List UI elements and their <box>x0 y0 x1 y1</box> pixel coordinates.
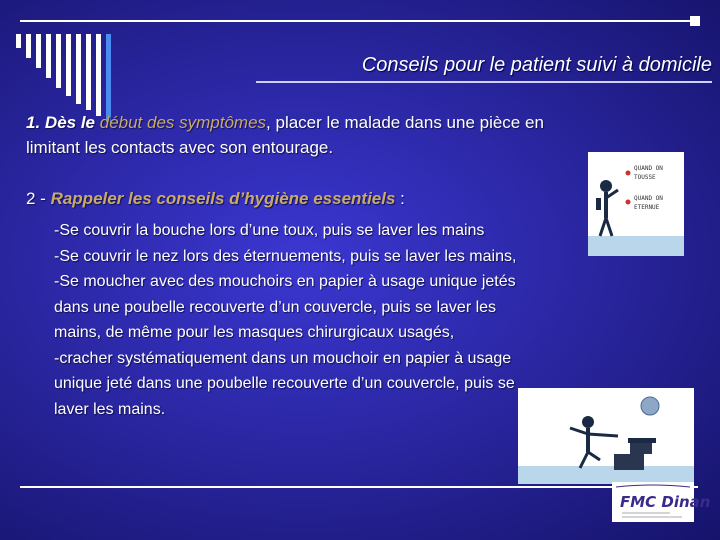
advice-item: -Se couvrir le nez lors des éternuements, puis se laver les mains, <box>54 247 517 265</box>
bin-illustration <box>518 388 694 484</box>
slide-title: Conseils pour le patient suivi à domicile <box>361 54 712 76</box>
sneeze-note: QUAND ON ETERNUE <box>634 195 663 211</box>
point-1 <box>26 110 566 160</box>
advice-item: -Se moucher avec des mouchoirs en papier à usage unique jetés dans une poubelle recouverte d’un couvercle, puis se laver les mains, de même pour les masques chirurgicaux usagés, <box>54 273 516 341</box>
point-1-lead: Dès le <box>44 113 100 132</box>
advice-list <box>46 218 546 422</box>
title-underline <box>256 81 712 83</box>
top-square <box>690 16 700 26</box>
point-2-prefix: 2 - <box>26 189 51 208</box>
cough-note: QUAND ON TOUSSE <box>634 165 663 181</box>
top-rule <box>20 20 700 22</box>
point-2-highlight: Rappeler les conseils d’hygiène essentiels <box>50 189 396 208</box>
point-1-highlight: début des symptômes <box>99 113 267 132</box>
logo-text: FMC Dinan <box>620 493 711 511</box>
fmc-dinan-logo <box>612 482 711 522</box>
advice-item: -cracher systématiquement dans un mouchoir en papier à usage unique jeté dans une poubelle recouverte d’un couvercle, puis se laver les mains. <box>54 349 515 418</box>
point-1-number: 1. <box>26 113 41 132</box>
point-1-text: , placer le malade dans une pièce en limitant les contacts avec son entourage. <box>26 113 544 157</box>
point-2 <box>26 186 405 211</box>
top-decoration <box>20 20 700 24</box>
advice-item: -Se couvrir la bouche lors d’une toux, puis se laver les mains <box>54 222 485 239</box>
point-2-suffix: : <box>395 189 405 208</box>
cough-illustration <box>588 152 684 256</box>
bottom-rule <box>20 486 698 488</box>
